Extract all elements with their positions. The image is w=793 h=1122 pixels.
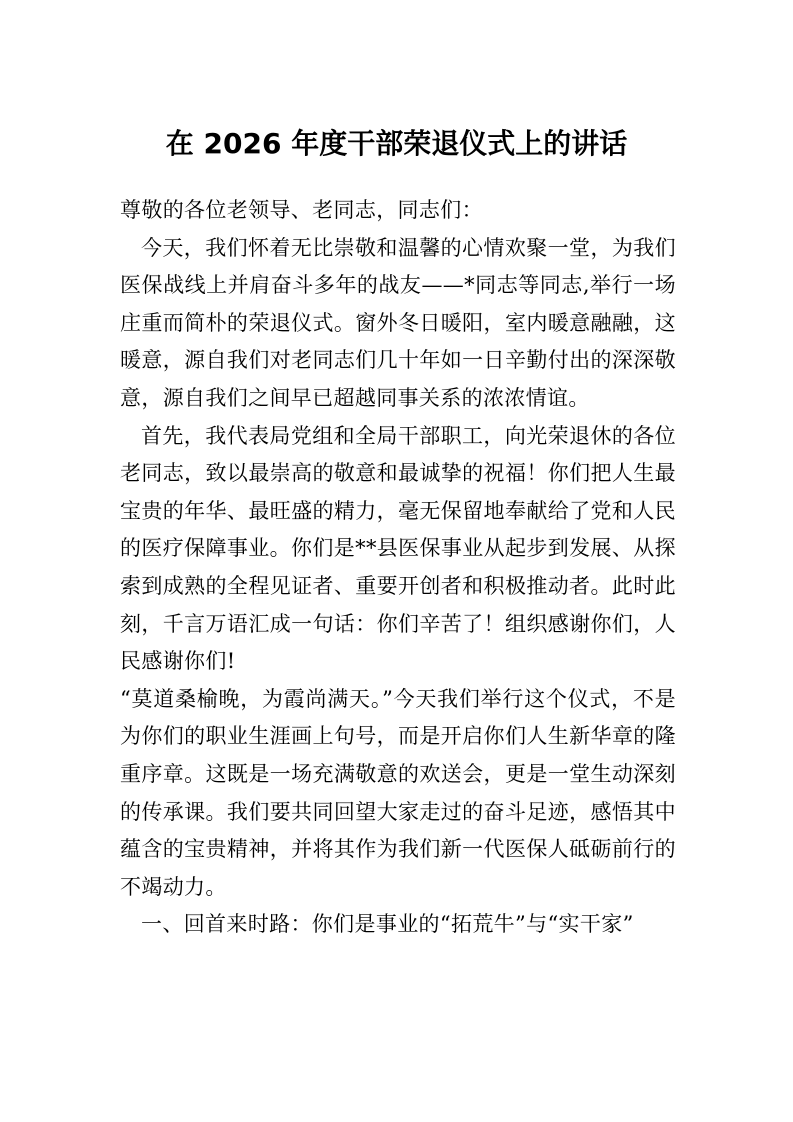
paragraph-quote: “莫道桑榆晚，为霞尚满天。”今天我们举行这个仪式，不是为你们的职业生涯画上句号，而是开启你们人生新华章的隆重序章。这既是一场充满敬意的欢送会，更是一堂生动深刻的传承课。我们要共同回望大家走过的奋斗足迹，感悟其中蕴含的宝贵精神，并将其作为我们新一代医保人砥砺前行的不竭动力。 (120, 686, 676, 899)
paragraph-tribute: 首先，我代表局党组和全局干部职工，向光荣退休的各位老同志，致以最崇高的敬意和最诚挚的祝福！你们把人生最宝贵的年华、最旺盛的精力，毫无保留地奉献给了党和人民的医疗保障事业。你们是**县医保事业从起步到发展、从探索到成熟的全程见证者、重要开创者和积极推动者。此时此刻，千言万语汇成一句话：你们辛苦了！组织感谢你们，人民感谢你们! (120, 423, 676, 674)
salutation: 尊敬的各位老领导、老同志，同志们： (120, 198, 483, 222)
document-body (120, 192, 676, 944)
paragraph-opening: 今天，我们怀着无比崇敬和温馨的心情欢聚一堂，为我们医保战线上并肩奋斗多年的战友——*同志等同志,举行一场庄重而简朴的荣退仪式。窗外冬日暖阳，室内暖意融融，这暖意，源自我们对老同志们几十年如一日辛勤付出的深深敬意，源自我们之间早已超越同事关系的浓浓情谊。 (120, 235, 676, 410)
document-title: 在 2026 年度干部荣退仪式上的讲话 (165, 127, 628, 160)
section-heading: 一、回首来时路：你们是事业的“拓荒牛”与“实干家” (141, 912, 634, 937)
